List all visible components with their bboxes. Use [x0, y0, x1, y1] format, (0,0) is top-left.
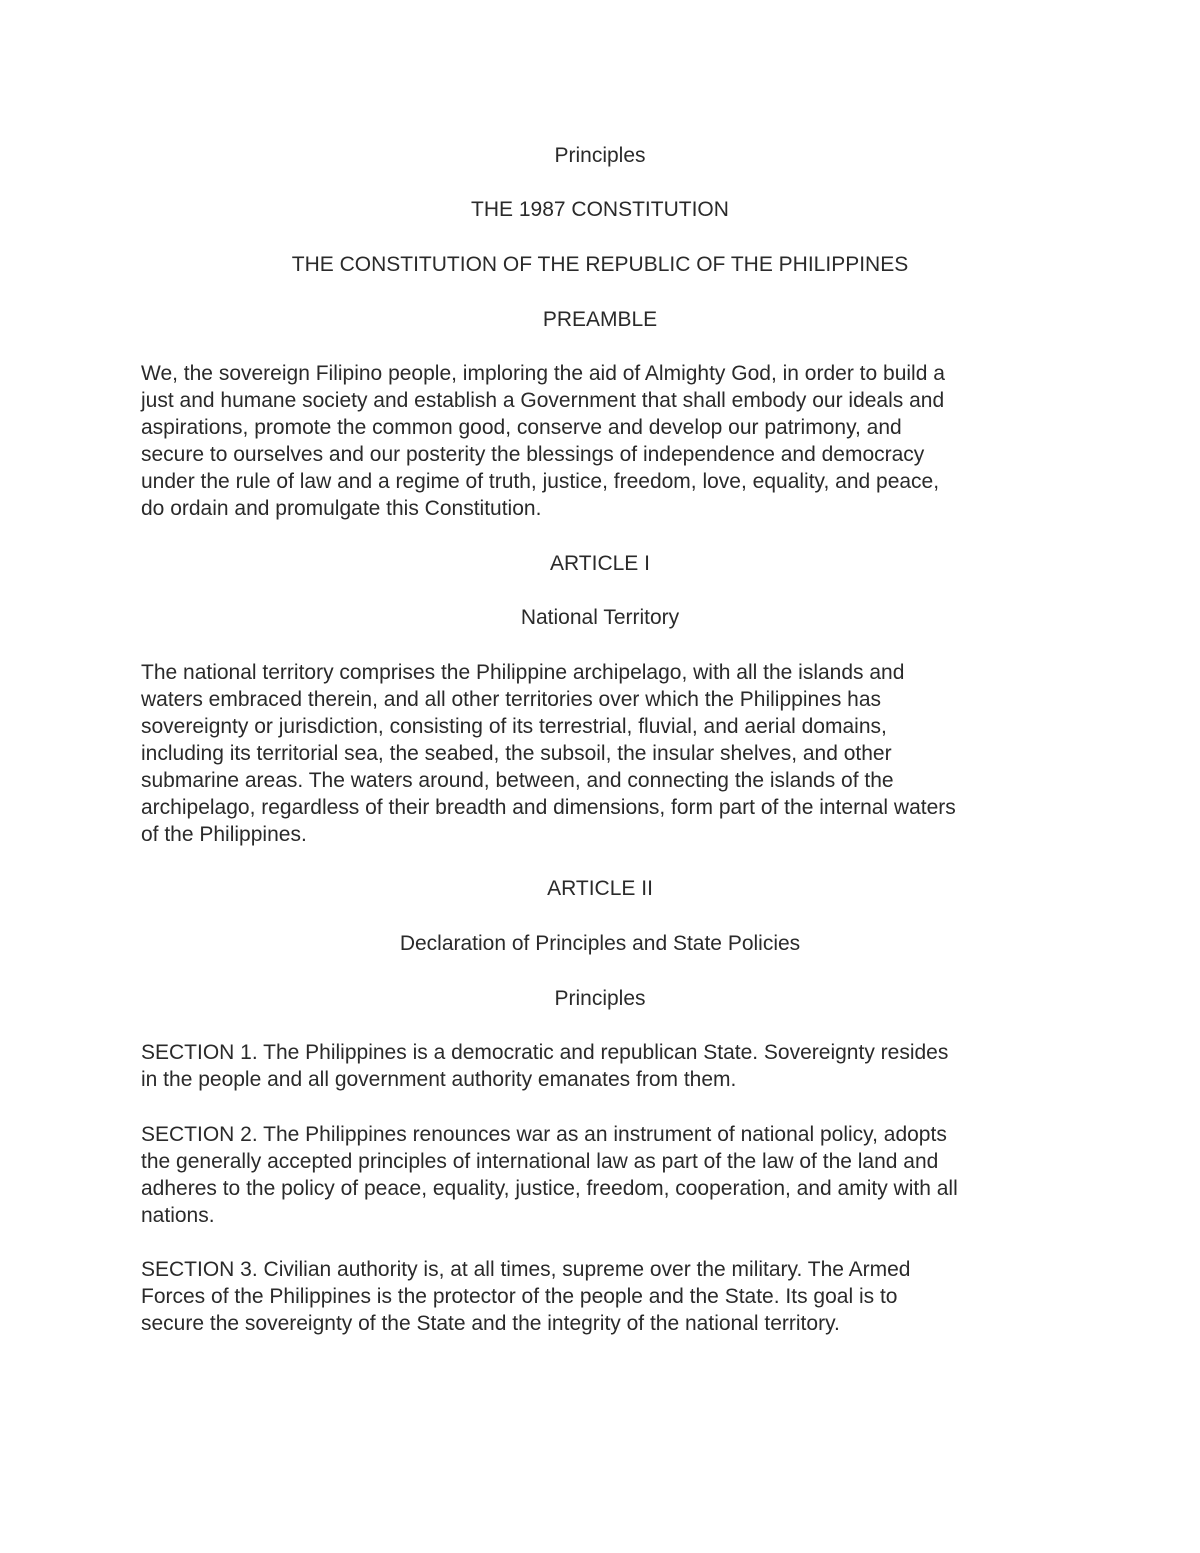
paragraph-line: We, the sovereign Filipino people, imploring the aid of Almighty God, in order to build a — [141, 362, 945, 385]
paragraph-line: of the Philippines. — [141, 823, 307, 846]
paragraph-line: under the rule of law and a regime of truth, justice, freedom, love, equality, and peace, — [141, 470, 940, 493]
paragraph-line: secure to ourselves and our posterity the blessings of independence and democracy — [141, 443, 925, 466]
article-1-heading: ARTICLE I — [550, 552, 650, 575]
paragraph-line: secure the sovereignty of the State and the integrity of the national territory. — [141, 1312, 840, 1335]
section-2-paragraph — [141, 1121, 1071, 1229]
paragraph-line: SECTION 3. Civilian authority is, at all times, supreme over the military. The Armed — [141, 1258, 911, 1281]
article-2-title: Declaration of Principles and State Policies — [399, 932, 801, 955]
paragraph-line: waters embraced therein, and all other territories over which the Philippines has — [141, 688, 882, 711]
paragraph-line: adheres to the policy of peace, equality, justice, freedom, cooperation, and amity with all — [141, 1177, 958, 1200]
paragraph-line: SECTION 1. The Philippines is a democratic and republican State. Sovereignty resides — [141, 1041, 949, 1064]
header-title: Principles — [554, 144, 646, 167]
paragraph-line: Forces of the Philippines is the protector of the people and the State. Its goal is to — [141, 1285, 898, 1308]
article-2-heading: ARTICLE II — [547, 877, 653, 900]
article-1-paragraph — [141, 659, 1071, 848]
paragraph-line: The national territory comprises the Philippine archipelago, with all the islands and — [141, 661, 905, 684]
article-2-subtitle: Principles — [554, 987, 646, 1010]
article-1-title: National Territory — [520, 606, 680, 629]
paragraph-line: aspirations, promote the common good, conserve and develop our patrimony, and — [141, 416, 902, 439]
constitution-title: THE 1987 CONSTITUTION — [471, 198, 729, 221]
section-1-paragraph — [141, 1039, 1071, 1093]
paragraph-line: the generally accepted principles of international law as part of the law of the land and — [141, 1150, 939, 1173]
paragraph-line: do ordain and promulgate this Constitution. — [141, 497, 542, 520]
section-3-paragraph — [141, 1256, 1071, 1337]
constitution-subtitle: THE CONSTITUTION OF THE REPUBLIC OF THE PHILIPPINES — [291, 253, 909, 276]
paragraph-line: in the people and all government authority emanates from them. — [141, 1068, 737, 1091]
paragraph-line: archipelago, regardless of their breadth and dimensions, form part of the internal waters — [141, 796, 956, 819]
paragraph-line: sovereignty or jurisdiction, consisting of its terrestrial, fluvial, and aerial domains, — [141, 715, 887, 738]
paragraph-line: including its territorial sea, the seabed, the subsoil, the insular shelves, and other — [141, 742, 892, 765]
paragraph-line: submarine areas. The waters around, between, and connecting the islands of the — [141, 769, 894, 792]
paragraph-line: SECTION 2. The Philippines renounces war as an instrument of national policy, adopts — [141, 1123, 947, 1146]
paragraph-line: nations. — [141, 1204, 215, 1227]
preamble-heading: PREAMBLE — [542, 308, 658, 331]
preamble-paragraph — [141, 360, 1071, 522]
paragraph-line: just and humane society and establish a Government that shall embody our ideals and — [141, 389, 945, 412]
